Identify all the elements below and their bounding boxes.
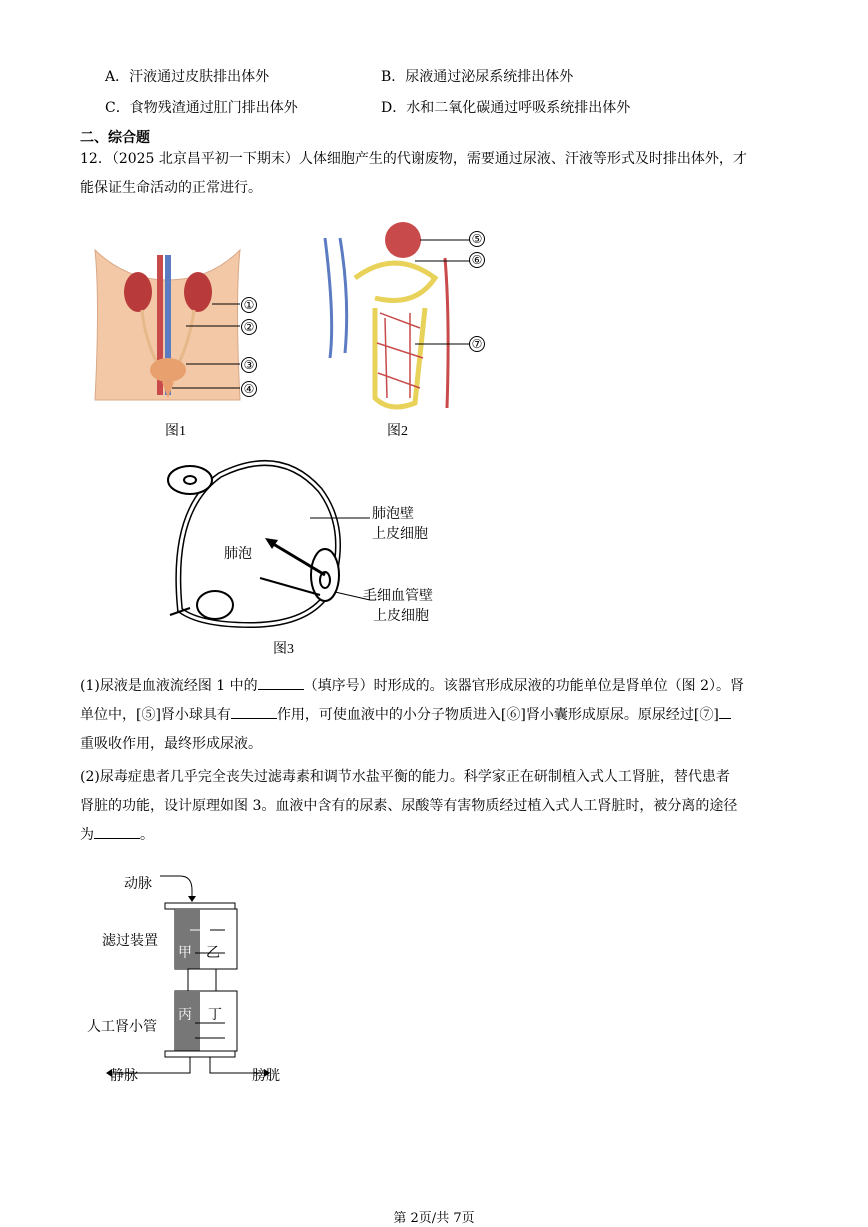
label-artery: 动脉 (124, 876, 152, 892)
sub1-line3: 重吸收作用，最终形成尿液。 (80, 736, 262, 752)
option-b: B．尿液通过泌尿系统排出体外 (381, 69, 574, 85)
label-capillary-wall-1: 毛细血管壁 (363, 588, 433, 604)
figure3-alveolus (160, 450, 380, 635)
blank-1 (258, 677, 304, 690)
sub1-line2-b: 作用，可使血液中的小分子物质进入[⑥]肾小囊形成原尿。原尿经过[⑦] (276, 707, 719, 723)
sub-question-2 (80, 763, 792, 850)
label-alveolar-wall-2: 上皮细胞 (372, 526, 428, 542)
sub2-line1: (2)尿毒症患者几乎完全丧失过滤毒素和调节水盐平衡的能力。科学家正在研制植入式人工肾脏，替代患者 (80, 769, 730, 785)
sub1-line1-b: （填序号）时形成的。该器官形成尿液的功能单位是肾单位（图 2）。肾 (303, 678, 744, 694)
page-footer: 第 2页/共 7页 (393, 1211, 475, 1226)
blank-3 (719, 706, 731, 719)
question-line-2: 能保证生命活动的正常进行。 (80, 180, 262, 196)
figure2-nephron (315, 218, 475, 413)
label-bladder: 膀胱 (252, 1068, 280, 1084)
label-capillary-wall-2: 上皮细胞 (373, 608, 429, 624)
option-c: C．食物残渣通过肛门排出体外 (105, 100, 298, 116)
blank-2 (231, 706, 277, 719)
label-7: ⑦ (469, 336, 485, 352)
sub2-line2: 肾脏的功能，设计原理如图 3。血液中含有的尿素、尿酸等有害物质经过植入式人工肾脏时，被分离的途径 (80, 798, 738, 814)
figure1-urinary-system (90, 240, 290, 410)
sub-question-1 (80, 672, 792, 759)
label-1: ① (241, 297, 257, 313)
question-stem (80, 145, 792, 203)
figure1-caption: 图1 (165, 424, 186, 439)
label-6: ⑥ (469, 252, 485, 268)
label-yi: 乙 (206, 945, 220, 961)
label-ding: 丁 (208, 1007, 222, 1023)
question-line-1: 12．（2025 北京昌平初一下期末）人体细胞产生的代谢废物，需要通过尿液、汗液等形式及时排出体外，才 (80, 151, 747, 167)
figure3-caption: 图3 (273, 642, 294, 657)
label-alveolar-wall-1: 肺泡壁 (372, 506, 414, 522)
label-vein: 静脉 (110, 1068, 138, 1084)
label-3: ③ (241, 357, 257, 373)
figure2-caption: 图2 (387, 424, 408, 439)
label-filter-device: 滤过装置 (102, 933, 158, 949)
label-jia: 甲 (178, 945, 192, 961)
sub1-line1-a: (1)尿液是血液流经图 1 中的 (80, 678, 258, 694)
label-bing: 丙 (178, 1007, 192, 1023)
label-alveolus: 肺泡 (224, 546, 252, 562)
label-5: ⑤ (469, 231, 485, 247)
option-d: D．水和二氧化碳通过呼吸系统排出体外 (381, 100, 631, 116)
sub2-line3-b: 。 (140, 827, 154, 843)
sub1-line2-a: 单位中，[⑤]肾小球具有 (80, 707, 231, 723)
label-2: ② (241, 319, 257, 335)
option-a: A．汗液通过皮肤排出体外 (105, 69, 270, 85)
sub2-line3-a: 为 (80, 827, 94, 843)
label-4: ④ (241, 381, 257, 397)
label-artificial-tubule: 人工肾小管 (87, 1019, 157, 1035)
figure4-artificial-kidney (100, 868, 300, 1098)
blank-4 (94, 826, 140, 839)
section-title: 二、综合题 (80, 130, 150, 146)
